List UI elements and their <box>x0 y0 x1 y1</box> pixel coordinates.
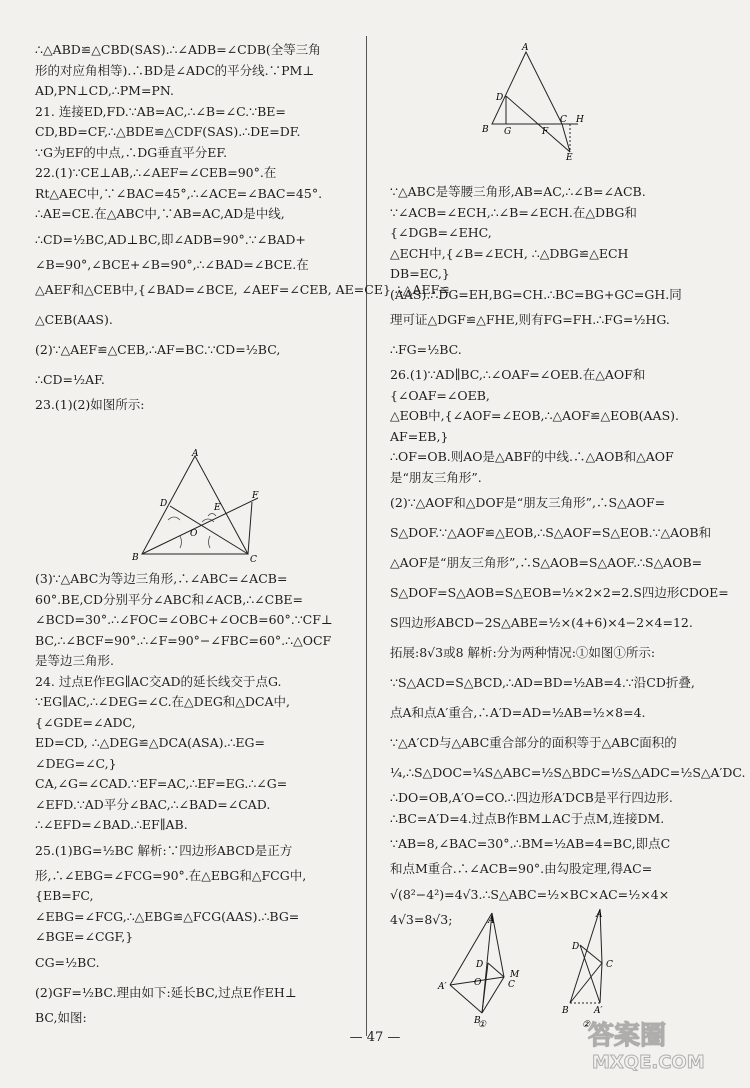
text-line: BC,∴∠BCF=90°.∴∠F=90°−∠FBC=60°.∴△OCF <box>35 632 332 648</box>
text-line: {∠OAF=∠OEB, <box>390 387 490 403</box>
text-line: S四边形ABCD−2S△ABE=½×(4+6)×4−2×4=12. <box>390 615 693 630</box>
label-d: D <box>160 499 168 509</box>
label-a-prime: A′ <box>594 1006 603 1016</box>
text-line: 60°.BE,CD分别平分∠ABC和∠ACB,∴∠CBE= <box>35 591 303 607</box>
text-line: {∠DGB=∠EHC, <box>390 225 492 240</box>
text-line: AD,PN⊥CD,∴PM=PN. <box>35 83 174 98</box>
text-line: ∴AE=CE.在△ABC中,∵AB=AC,AD是中线, <box>35 206 285 221</box>
text-line: △EOB中,{∠AOF=∠EOB,∴△AOF≌△EOB(AAS). <box>390 408 680 423</box>
label-c: C <box>560 115 567 125</box>
label-c: C <box>508 980 515 990</box>
text-line: ∵EG∥AC,∴∠DEG=∠C.在△DEG和△DCA中, <box>35 694 290 709</box>
text-line: △CEB(AAS). <box>35 312 113 327</box>
column-divider <box>366 36 367 1036</box>
text-line: ∵G为EF的中点,∴DG垂直平分EF. <box>35 144 228 160</box>
text-line: (2)∵△AEF≌△CEB,∴AF=BC.∵CD=½BC, <box>35 342 281 357</box>
text-line: ED=CD, ∴△DEG≌△DCA(ASA).∴EG= <box>35 735 265 750</box>
figure-fold-cases <box>430 905 630 1030</box>
text-line: Rt△AEC中,∵∠BAC=45°,∴∠ACE=∠BAC=45°. <box>35 185 323 201</box>
label-b: B <box>482 125 489 135</box>
label-e: E <box>566 153 573 163</box>
text-line: {∠GDE=∠ADC, <box>35 714 136 730</box>
label-e: E <box>214 503 221 513</box>
text-line: ∵∠ACB=∠ECH,∴∠B=∠ECH.在△DBG和 <box>390 204 637 220</box>
label-f: F <box>542 127 549 137</box>
text-line: ∴CD=½AF. <box>35 372 105 387</box>
label-a: A <box>192 449 199 459</box>
text-line: CD,BD=CF,∴△BDE≌△CDF(SAS).∴DE=DF. <box>35 124 301 139</box>
text-line: ∠BGE=∠CGF,} <box>35 929 134 944</box>
text-line: 21. 连接ED,FD.∵AB=AC,∴∠B=∠C.∵BE= <box>35 103 286 119</box>
text-line: ∠EFD.∵AD平分∠BAC,∴∠BAD=∠CAD. <box>35 796 271 812</box>
text-line: ¼,∴S△DOC=¼S△ABC=½S△BDC=½S△ADC=½S△A′DC. <box>390 765 746 780</box>
label-a: A <box>522 43 529 53</box>
text-line: ∴BC=A′D=4.过点B作BM⊥AC于点M,连接DM. <box>390 810 665 826</box>
text-line: BC,如图: <box>35 1009 87 1025</box>
caption-2: ② <box>582 1020 591 1030</box>
figure-23-triangle <box>130 450 270 568</box>
text-line: ∵S△ACD=S△BCD,∴AD=BD=½AB=4.∵沿CD折叠, <box>390 675 695 690</box>
label-g: G <box>504 127 512 137</box>
text-line: ∠EBG=∠FCG,∴△EBG≌△FCG(AAS).∴BG= <box>35 908 300 924</box>
text-line: △AOF是“朋友三角形”,∴S△AOB=S△AOF.∴S△AOB= <box>390 555 703 570</box>
text-line: {EB=FC, <box>35 888 94 903</box>
text-line: ∴CD=½BC,AD⊥BC,即∠ADB=90°.∵∠BAD+ <box>35 231 306 247</box>
label-a: A <box>596 910 603 920</box>
text-line: 25.(1)BG=½BC 解析:∵四边形ABCD是正方 <box>35 842 293 858</box>
text-line: (2)GF=½BC.理由如下:延长BC,过点E作EH⊥ <box>35 984 297 1000</box>
text-line: △ECH中,{∠B=∠ECH, ∴△DBG≌△ECH <box>390 245 629 261</box>
text-line: ∴DO=OB,A′O=CO.∴四边形A′DCB是平行四边形. <box>390 790 673 805</box>
caption-1: ① <box>478 1020 487 1030</box>
label-d: D <box>476 960 484 970</box>
text-line: 形,∴∠EBG=∠FCG=90°.在△EBG和△FCG中, <box>35 867 307 883</box>
text-line: CG=½BC. <box>35 954 100 970</box>
label-d: D <box>496 93 504 103</box>
label-b: B <box>132 553 139 563</box>
left-column-lower <box>35 569 353 1028</box>
text-line: ∠B=90°,∠BCE+∠B=90°,∴∠BAD=∠BCE.在 <box>35 256 309 272</box>
text-line: √(8²−4²)=4√3.∴S△ABC=½×BC×AC=½×4× <box>390 886 670 902</box>
label-o: O <box>474 978 482 988</box>
label-h: H <box>576 115 584 125</box>
figure-25-triangle <box>478 40 588 163</box>
label-m: M <box>510 970 520 980</box>
label-a-prime: A′ <box>438 982 447 992</box>
text-line: S△DOF.∵△AOF≌△EOB,∴S△AOF=S△EOB.∵△AOB和 <box>390 525 712 540</box>
text-line: ∠DEG=∠C,} <box>35 755 117 771</box>
text-line: S△DOF=S△AOB=S△EOB=½×2×2=2.S四边形CDOE= <box>390 585 729 600</box>
label-o: O <box>190 529 198 539</box>
text-line: 拓展:8√3或8 解析:分为两种情况:①如图①所示: <box>390 645 656 660</box>
text-line: (2)∵△AOF和△DOF是“朋友三角形”,∴S△AOF= <box>390 495 666 510</box>
watermark-logo <box>582 1014 742 1074</box>
text-line: 是“朋友三角形”. <box>390 469 482 485</box>
text-line: 理可证△DGF≌△FHE,则有FG=FH.∴FG=½HG. <box>390 312 670 327</box>
text-line: ∠BCD=30°.∴∠FOC=∠OBC+∠OCB=60°.∵CF⊥ <box>35 612 333 627</box>
page-number: — 47 — <box>349 1030 401 1045</box>
label-b: B <box>474 1016 481 1026</box>
watermark-line2: MXQE.COM <box>592 1052 705 1073</box>
text-line: 26.(1)∵AD∥BC,∴∠OAF=∠OEB.在△AOF和 <box>390 367 646 382</box>
text-line: 点A和点A′重合,∴A′D=AD=½AB=½×8=4. <box>390 705 646 720</box>
right-column <box>390 182 746 930</box>
label-c: C <box>606 960 613 970</box>
text-line: 24. 过点E作EG∥AC交AD的延长线交于点G. <box>35 673 282 689</box>
text-line: 4√3=8√3; <box>390 911 453 927</box>
text-line: CA,∠G=∠CAD.∵EF=AC,∴EF=EG.∴∠G= <box>35 776 288 791</box>
text-line: DB=EC,} <box>390 266 450 281</box>
text-line: ∵△A′CD与△ABC重合部分的面积等于△ABC面积的 <box>390 735 677 750</box>
label-a: A <box>488 916 495 926</box>
label-f: F <box>252 491 259 501</box>
label-b: B <box>562 1006 569 1016</box>
text-line: ∵AB=8,∠BAC=30°.∴BM=½AB=4=BC,即点C <box>390 836 671 851</box>
label-c: C <box>250 555 257 565</box>
text-line: 22.(1)∵CE⊥AB,∴∠AEF=∠CEB=90°.在 <box>35 165 277 180</box>
text-line: ∴OF=OB.则AO是△ABF的中线.∴△AOB和△AOF <box>390 449 674 464</box>
text-line: AF=EB,} <box>390 428 449 444</box>
text-line: (AAS).∴DG=EH,BG=CH.∴BC=BG+GC=GH.同 <box>390 286 682 302</box>
text-line: 是等边三角形. <box>35 653 114 668</box>
text-line: ∴∠EFD=∠BAD.∴EF∥AB. <box>35 817 188 832</box>
watermark-line1: 答案圈 <box>588 1021 667 1051</box>
text-line: (3)∵△ABC为等边三角形,∴∠ABC=∠ACB= <box>35 571 288 586</box>
text-line: ∴FG=½BC. <box>390 342 462 357</box>
text-line: 形的对应角相等).∴BD是∠ADC的平分线.∵PM⊥ <box>35 62 315 78</box>
text-line: △AEF和△CEB中,{∠BAD=∠BCE, ∠AEF=∠CEB, AE=CE} ∴△AEF≌ <box>35 282 450 297</box>
text-line: 23.(1)(2)如图所示: <box>35 397 145 412</box>
text-line: ∵△ABC是等腰三角形,AB=AC,∴∠B=∠ACB. <box>390 184 646 199</box>
text-line: 和点M重合.∴∠ACB=90°.由勾股定理,得AC= <box>390 861 653 876</box>
label-d: D <box>572 942 580 952</box>
text-line: ∴△ABD≌△CBD(SAS).∴∠ADB=∠CDB(全等三角 <box>35 42 321 57</box>
